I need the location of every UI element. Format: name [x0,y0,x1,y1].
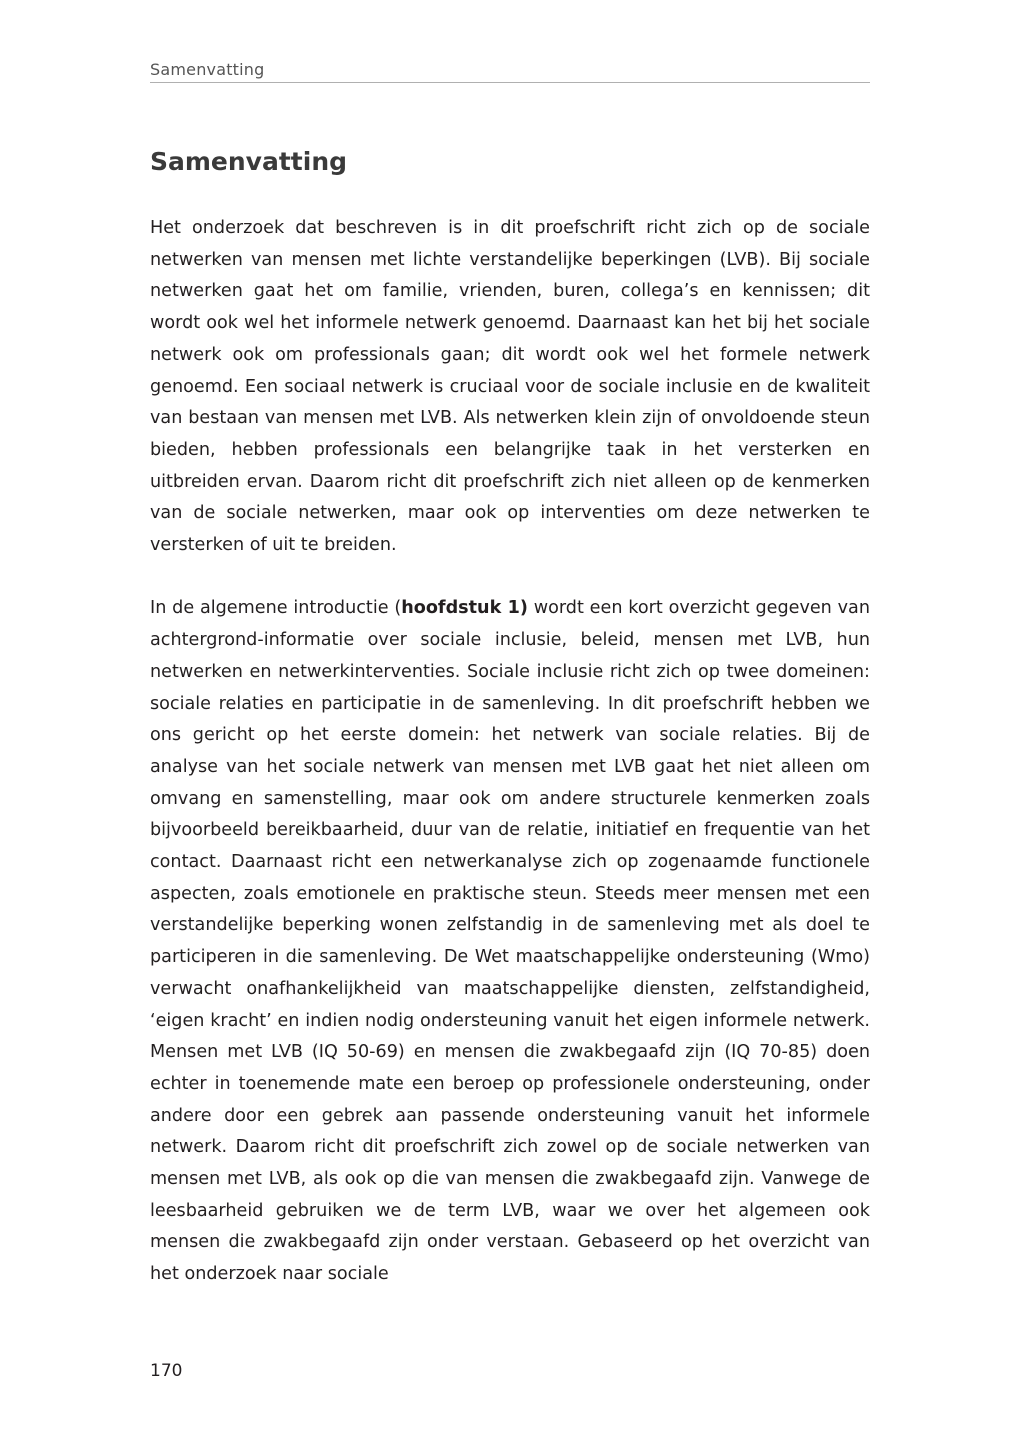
paragraph-1: Het onderzoek dat beschreven is in dit proefschrift richt zich op de sociale netwerken van mensen met lichte verstandelijke beperkingen (LVB). Bij sociale netwerken gaat het om familie, vrienden, buren, collega’s en kennissen; dit wordt ook wel het informele netwerk genoemd. Daarnaast kan het bij het sociale netwerk ook om professionals gaan; dit wordt ook wel het formele netwerk genoemd. Een sociaal netwerk is cruciaal voor de sociale inclusie en de kwaliteit van bestaan van mensen met LVB. Als netwerken klein zijn of onvoldoende steun bieden, hebben professionals een belangrijke taak in het versterken en uitbreiden ervan. Daarom richt dit proefschrift zich niet alleen op de kenmerken van de sociale netwerken, maar ook op interventies om deze netwerken te versterken of uit te breiden. [150,218,870,556]
chapter-reference: hoofdstuk 1) [401,598,528,619]
body-text [150,213,870,1291]
chapter-title: Samenvatting [150,147,348,176]
running-header-title: Samenvatting [150,60,265,79]
paragraph-2 [150,593,870,1290]
page-number: 170 [150,1361,183,1381]
running-header [150,60,870,83]
paragraph-2-body: wordt een kort overzicht gegeven van achtergrond-informatie over sociale inclusie, beleid, mensen met LVB, hun netwerken en netwerkinterventies. Sociale inclusie richt zich op twee domeinen: sociale relaties en participatie in de samenleving. In dit proefschrift hebben we ons gericht op het eerste domein: het netwerk van sociale relaties. Bij de analyse van het sociale netwerk van mensen met LVB gaat het niet alleen om omvang en samenstelling, maar ook om andere structurele kenmerken zoals bijvoorbeeld bereikbaarheid, duur van de relatie, initiatief en frequentie van het contact. Daarnaast richt een netwerkanalyse zich op zogenaamde functionele aspecten, zoals emotionele en praktische steun. Steeds meer mensen met een verstandelijke beperking wonen zelfstandig in de samenleving met als doel te participeren in die samenleving. De Wet maatschappelijke ondersteuning (Wmo) verwacht onafhankelijkheid van maatschappelijke diensten, zelfstandigheid, ‘eigen kracht’ en indien nodig ondersteuning vanuit het eigen informele netwerk. Mensen met LVB (IQ 50-69) en mensen die zwakbegaafd zijn (IQ 70-85) doen echter in toenemende mate een beroep op professionele ondersteuning, onder andere door een gebrek aan passende ondersteuning vanuit het informele netwerk. Daarom richt dit proefschrift zich zowel op de sociale netwerken van mensen met LVB, als ook op die van mensen die zwakbegaafd zijn. Vanwege de leesbaarheid gebruiken we de term LVB, waar we over het algemeen ook mensen die zwakbegaafd zijn onder verstaan. Gebaseerd op het overzicht van het onderzoek naar sociale [150,598,870,1285]
paragraph-2-intro: In de algemene introductie ( [150,598,402,619]
